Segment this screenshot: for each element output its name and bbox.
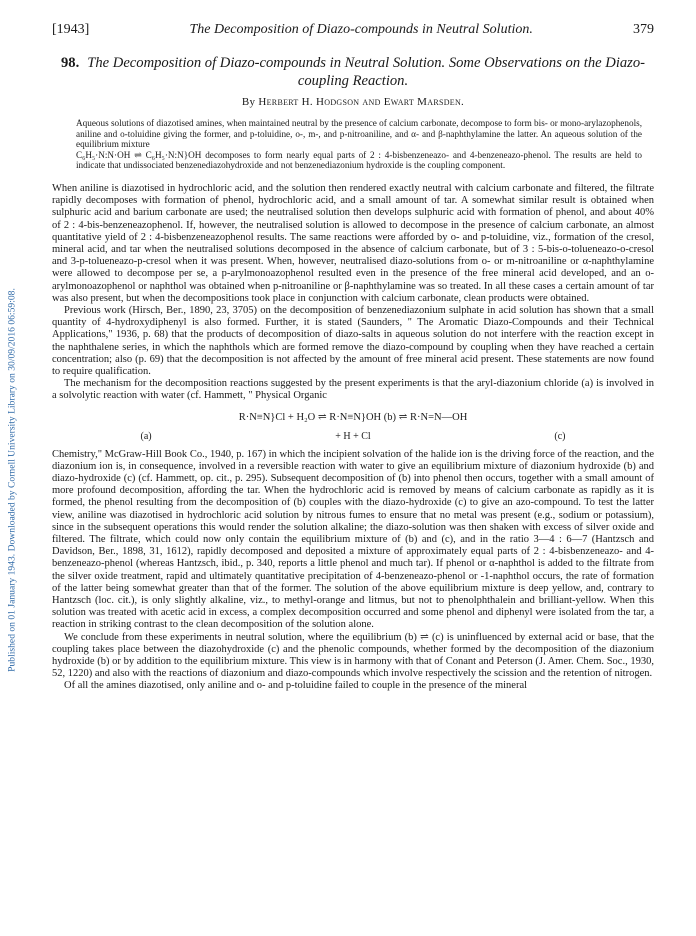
- download-watermark: [6, 150, 18, 810]
- article-title-text: The Decomposition of Diazo-compounds in Neutral Solution. Some Observations on the Diazo-coupling Reaction.: [87, 55, 646, 89]
- download-watermark-text: Published on 01 January 1943. Downloaded by Cornell University Library on 30/09/2016 06:59:08.: [6, 288, 18, 672]
- reaction-equation: R·N≡N}Cl + H₂O ⇌ R·N≡N}OH (b) ⇌ R·N=N—OH: [238, 411, 468, 423]
- abstract-paragraph-2: C₆H₅·N:N·OH ⇌ C₆H₅·N:N}OH decomposes to form nearly equal parts of 2 : 4-bisbenzeneazo- and 4-benzeneazo-phenol. The results are held to indicate that undissociated benzenediazohydroxide and not benzenediazonium hydroxide is the coupling component.: [76, 149, 642, 171]
- header-page-number: 379: [633, 22, 654, 37]
- article-body: [52, 183, 654, 693]
- header-year: [1943]: [52, 22, 90, 37]
- article-title: [52, 54, 654, 90]
- authors-names: Herbert H. Hodgson and Ewart Marsden.: [258, 96, 465, 108]
- eq-label-a: (a): [140, 430, 152, 442]
- authors-prefix: By: [241, 96, 256, 108]
- body-paragraph-3: The mechanism for the decomposition reactions suggested by the present experiments is that the aryl-diazonium chloride (a) is involved in a solvolytic reaction with water (cf. Hammett, " Physical Organic: [52, 378, 654, 402]
- header-running-title: The Decomposition of Diazo-compounds in Neutral Solution.: [189, 22, 533, 37]
- eq-label-c: (c): [554, 430, 566, 442]
- body-paragraph-5: We conclude from these experiments in neutral solution, where the equilibrium (b) ⇌ (c) is uninfluenced by external acid or base, that the coupling takes place between the diazohydroxide (c) and the phenolic compounds, whether formed by the decomposition of the diazonium hydroxide (b) or by addition to the equilibrium mixture. This view is in harmony with that of Conant and Peterson (J. Amer. Chem. Soc., 1930, 52, 1220) and also with the reactions of diazonium and diazo-compounds which involve respectively the scission and the retention of nitrogen.: [52, 631, 654, 680]
- body-paragraph-1: When aniline is diazotised in hydrochloric acid, and the solution then rendered exactly neutral with calcium carbonate and filtered, the filtrate rapidly decomposes with formation of phenol, hydrochloric acid, and a small amount of tar. A somewhat similar result is obtained when sulphuric acid and barium carbonate are used; the neutralised solution then develops sulphuric acid with formation of phenol, and about 40% of 2 : 4-bis-benzeneazophenol. If, however, the neutralised solution is allowed to decompose in the presence of calcium carbonate, an almost quantitative yield of 2 : 4-bisbenzeneazophenol results. The same reactions were afforded by o- and p-toluidine, viz., formation of the cresol, mineral acid, and tar when the neutralised solutions decomposed in the absence of calcium carbonate, but of 3 : 5-bis-o-tolueneazo-o-cresol and 3-p-tolueneazo-p-cresol when it was present. When, however, neutralised diazo-solutions from o- or m-nitroaniline or α-naphthylamine were allowed to decompose per se, a p-arylmonoazophenol resulted even in the presence of the free mineral acid developed, and an o-arylmonoazophenol or naphthol was obtained when p-nitroaniline or β-naphthylamine was so treated. In all these cases a certain amount of tar was also present, but when the decompositions took place in conjunction with calcium carbonate, clean products were obtained.: [52, 182, 654, 304]
- reaction-equation-labels: [52, 431, 654, 443]
- body-paragraph-6: Of all the amines diazotised, only aniline and o- and p-toluidine failed to couple in the presence of the mineral: [64, 680, 528, 692]
- abstract: [76, 118, 642, 171]
- body-paragraph-4: Chemistry," McGraw-Hill Book Co., 1940, p. 167) in which the incipient solvation of the halide ion is the driving force of the reaction, and the diazonium ion is, in consequence, involved in a reversible reaction with water to give an equilibrium mixture of diazonium hydroxide (b) and diazo-hydroxide (c) (cf. Hammett, op. cit., p. 295). Subsequent decomposition of (b) into phenol then occurs, together with a small amount of more profound decomposition, affording the tar. When the hydrochloric acid is removed by means of calcium carbonate as rapidly as it is formed, the phenol resulting from the decomposition of (b) couples with the diazo-hydroxide (c) to give an azo-compound. To test the latter view, aniline was diazotised in hydrochloric acid solution by nitrous fumes to ensure that no metal was present (e.g., sodium or potassium), since in the subsequent operations this would render the solution alkaline; the diazo-solution was then shaken with excess of silver oxide and filtered. The filtrate, which could now only contain the equilibrium mixture of (b) and (c), and in the ratio 3—4 : 6—7 (Hantzsch and Davidson, Ber., 1898, 31, 1612), rapidly decomposed and deposited a mixture of approximately equal parts of 2 : 4-bisbenzeneazo- and 4-benzeneazo-phenol (whereas Hantzsch, ibid., p. 340, reports a little phenol and much tar). If phenol or α-naphthol is added to the filtrate from the silver oxide treatment, rapid and ultimately quantitative precipitation of 4-benzeneazo-phenol or -1-naphthol occurs, the rate of formation of the latter being somewhat greater than that of the former. The solution of the above equilibrium mixture is deep yellow, and, contrary to Hantzsch (loc. cit.), is only slightly alkaline, viz., to methyl-orange and litmus, but not to phenolphthalein and brilliant-yellow. When this solution was treated with acetic acid in excess, a complex decomposition occurred and some phenol and diphenyl were isolated from the tar, a reaction in striking contrast to the clean decomposition of the solution alone.: [52, 448, 654, 631]
- abstract-paragraph-1: Aqueous solutions of diazotised amines, when maintained neutral by the presence of calcium carbonate, decompose to form bis- or mono-arylazophenols, aniline and o-toluidine giving the former, and p-toluidine, o-, m-, and p-nitroaniline, and α- and β-naphthylamine the latter. An aqueous solution of the equilibrium mixture: [76, 118, 642, 150]
- running-header: [52, 22, 654, 42]
- article-number: 98.: [60, 55, 80, 71]
- eq-label-ions: + H + Cl: [335, 430, 371, 442]
- authors-line: [52, 96, 654, 108]
- body-paragraph-2: Previous work (Hirsch, Ber., 1890, 23, 3705) on the decomposition of benzenediazonium sulphate in acid solution has shown that a small quantity of 4-hydroxydiphenyl is also formed. Further, it is stated (Saunders, " The Aromatic Diazo-Compounds and their Technical Applications," 1936, p. 68) that the products of decomposition of diazo-salts in aqueous solution do not interfere with the reaction except in the naphthalene series, in which the naphthols which are formed remove the diazo-compound by coupling when they have reached a certain concentration; also (p. 69) that the decomposition is not affected by the amount of free mineral acid present. These statements are now found to require qualification.: [52, 305, 654, 378]
- journal-page: [52, 22, 654, 693]
